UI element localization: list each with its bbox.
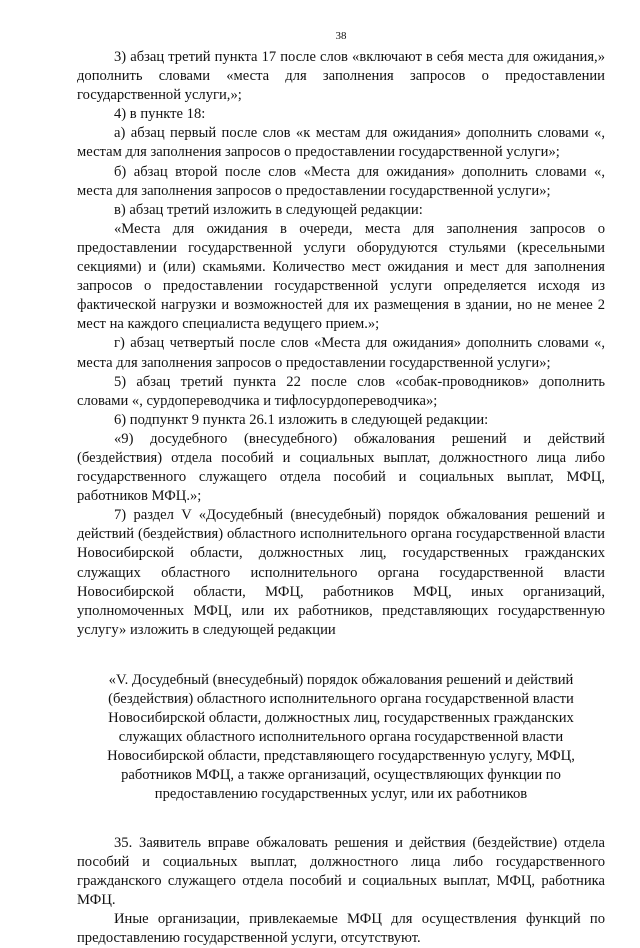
paragraph-quoted-subitem-9: «9) досудебного (внесудебного) обжалования решений и действий (бездействия) отдела пособий и социальных выплат, должностного лица либо государственного служащего отдела пособий и социальных выплат, МФЦ, работников МФЦ.»; [77,430,605,505]
paragraph-item-7: 7) раздел V «Досудебный (внесудебный) порядок обжалования решений и действий (бездействия) областного исполнительного органа государственной власти Новосибирской области, должностных лиц, государственных гражданских служащих областного исполнительного органа государственной власти Новосибирской области, МФЦ, работников МФЦ, иных организаций, уполномоченных МФЦ, или их работников, представляющих государственную услугу» изложить в следующей редакции [77,507,605,638]
paragraph-item-6: 6) подпункт 9 пункта 26.1 изложить в следующей редакции: [114,411,489,428]
paragraph-item-4: 4) в пункте 18: [114,106,206,123]
document-page [77,30,605,948]
paragraph-item-4v: в) абзац третий изложить в следующей редакции: [114,201,423,218]
paragraph-35: 35. Заявитель вправе обжаловать решения и действия (бездействие) отдела пособий и социальных выплат, должностного лица либо государственного гражданского служащего отдела пособий и социальных выплат, МФЦ, работника МФЦ. [77,834,605,908]
paragraph-item-4g: г) абзац четвертый после слов «Места для ожидания» дополнить словами «, места для заполнения запросов о предоставлении государственной услуги»; [77,335,605,371]
paragraph-item-3: 3) абзац третий пункта 17 после слов «включают в себя места для ожидания,» дополнить словами «места для заполнения запросов о предоставлении государственной услуги,»; [77,49,605,104]
page-number: 38 [335,30,347,42]
paragraph-item-5: 5) абзац третий пункта 22 после слов «собак-проводников» дополнить словами «, сурдопереводчика и тифлосурдопереводчика»; [77,373,605,409]
section-heading: «V. Досудебный (внесудебный) порядок обжалования решений и действий (бездействия) областного исполнительного органа государственной власти Новосибирской области, должностных лиц, государственных гражданских служащих областного исполнительного органа государственной власти Новосибирской области, представляющего государственную услугу, МФЦ, работников МФЦ, а также организаций, осуществляющих функции по предоставлению государственных услуг, или их работников [107,671,575,803]
paragraph-item-4a: а) абзац первый после слов «к местам для ожидания» дополнить словами «, местам для заполнения запросов о предоставлении государственной услуги»; [77,125,605,161]
paragraph-quoted-seating: «Места для ожидания в очереди, места для заполнения запросов о предоставлении государственной услуги оборудуются стульями (кресельными секциями) и (или) скамьями. Количество мест ожидания и мест для заполнения запросов о предоставлении государственной услуги определяется исходя из фактической нагрузки и возможностей для их размещения в здании, но не менее 2 мест на каждого специалиста ведущего прием.»; [77,220,605,333]
paragraph-item-4b: б) абзац второй после слов «Места для ожидания» дополнить словами «, места для заполнения запросов о предоставлении государственной услуги»; [77,163,605,199]
paragraph-other-organizations: Иные организации, привлекаемые МФЦ для осуществления функций по предоставлению государственной услуги, отсутствуют. [77,910,605,947]
